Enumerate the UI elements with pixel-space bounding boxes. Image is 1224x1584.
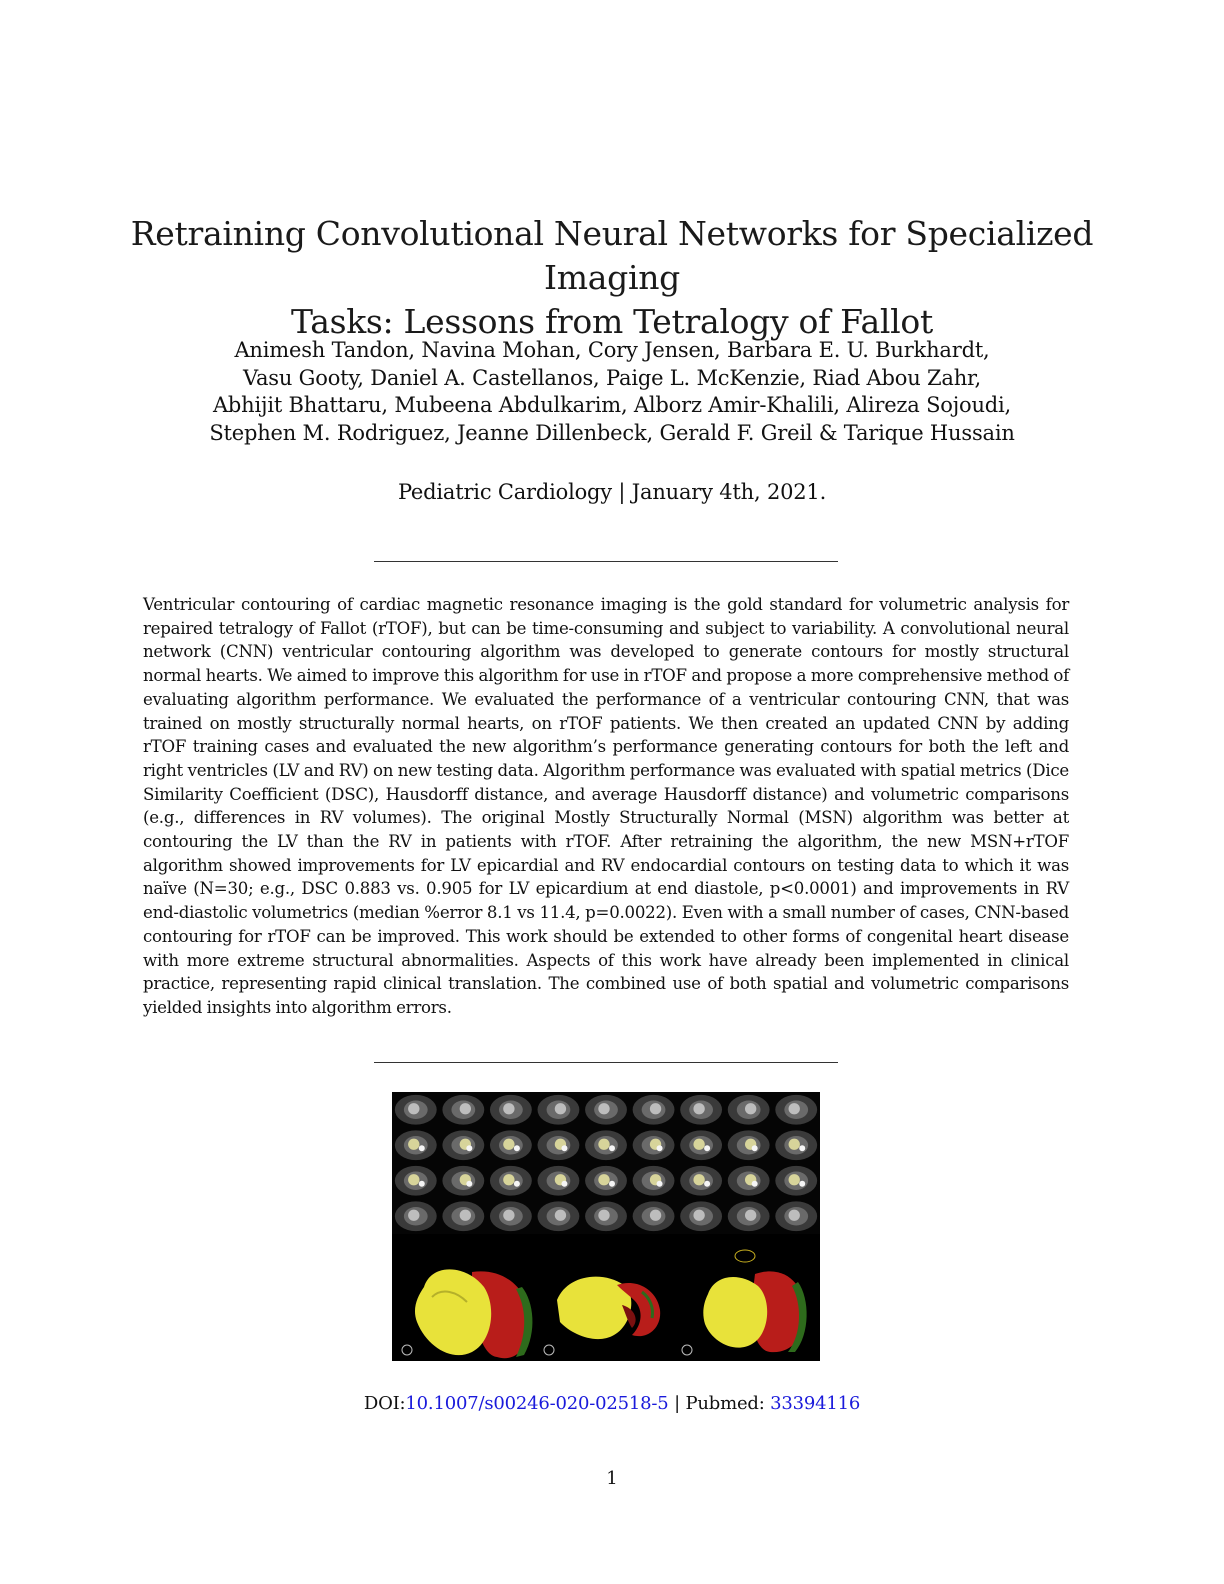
mri-figure-graphic — [392, 1092, 820, 1361]
doi-label: DOI: — [363, 1393, 406, 1414]
pubmed-link[interactable]: 33394116 — [770, 1393, 861, 1414]
figure-image — [392, 1092, 820, 1361]
abstract-text: Ventricular contouring of cardiac magnetic resonance imaging is the gold standard for volumetric analysis for repaired tetralogy of Fallot (rTOF), but can be time-consuming and subject to variability. A convolutional neural network (CNN) ventricular contouring algorithm was developed to generate contours for mostly structural normal hearts. We aimed to improve this algorithm for use in rTOF and propose a more comprehensive method of evaluating algorithm performance. We evaluated the performance of a ventricular contouring CNN, that was trained on mostly structurally normal hearts, on rTOF patients. We then created an updated CNN by adding rTOF training cases and evaluated the new algorithm’s performance generating contours for both the left and right ventricles (LV and RV) on new testing data. Algorithm performance was evaluated with spatial metrics (Dice Similarity Coefficient (DSC), Hausdorff distance, and average Hausdorff distance) and volumetric comparisons (e.g., differences in RV volumes). The original Mostly Structurally Normal (MSN) algorithm was better at contouring the LV than the RV in patients with rTOF. After retraining the algorithm, the new MSN+rTOF algorithm showed improvements for LV epicardial and RV endocardial contours on testing data to which it was naïve (N=30; e.g., DSC 0.883 vs. 0.905 for LV epicardium at end diastole, p<0.0001) and improvements in RV end-diastolic volumetrics (median %error 8.1 vs 11.4, p=0.0022). Even with a small number of cases, CNN-based contouring for rTOF can be improved. This work should be extended to other forms of congenital heart disease with more extreme structural abnormalities. Aspects of this work have already been implemented in clinical practice, representing rapid clinical translation. The combined use of both spatial and volumetric comparisons yielded insights into algorithm errors. — [143, 595, 1069, 1017]
authors-line-1: Animesh Tandon, Navina Mohan, Cory Jensen, Barbara E. U. Burkhardt, — [234, 338, 990, 362]
authors-line-2: Vasu Gooty, Daniel A. Castellanos, Paige L. McKenzie, Riad Abou Zahr, — [242, 365, 982, 390]
paper-title — [112, 212, 1112, 344]
doi-link[interactable]: 10.1007/s00246-020-02518-5 — [405, 1393, 669, 1414]
authors-line-4: Stephen M. Rodriguez, Jeanne Dillenbeck, Gerald F. Greil & Tarique Hussain — [209, 420, 1015, 445]
authors-line-3: Abhijit Bhattaru, Mubeena Abdulkarim, Alborz Amir-Khalili, Alireza Sojoudi, — [212, 393, 1012, 417]
divider-top — [374, 561, 838, 562]
pubmed-separator: | Pubmed: — [668, 1393, 771, 1414]
doi-line — [112, 1392, 1112, 1416]
page-number: 1 — [606, 1468, 618, 1489]
title-line-1: Retraining Convolutional Neural Networks for Specialized Imaging — [130, 214, 1094, 297]
journal-and-date: Pediatric Cardiology | January 4th, 2021. — [397, 480, 827, 504]
divider-bottom — [374, 1062, 838, 1063]
title-line-2: Tasks: Lessons from Tetralogy of Fallot — [291, 302, 933, 341]
author-list — [112, 337, 1112, 447]
